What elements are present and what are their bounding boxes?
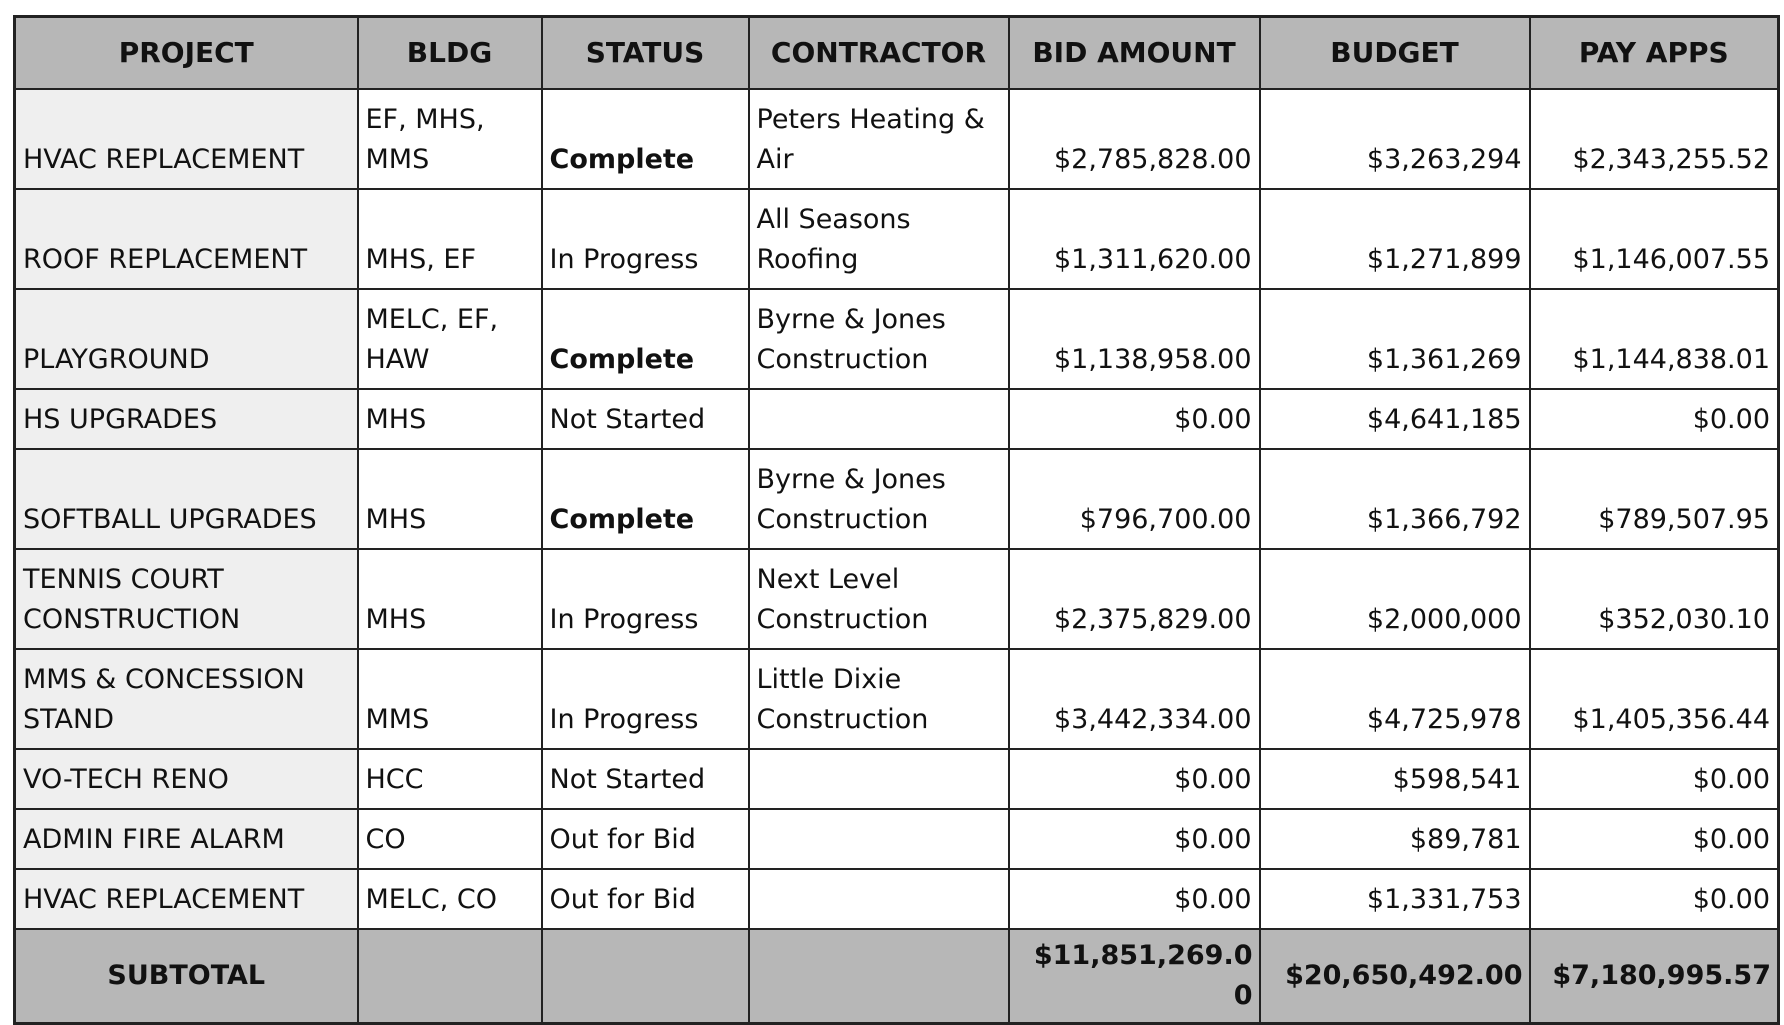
subtotal-row bbox=[15, 929, 1779, 1024]
pay-apps-cell: $0.00 bbox=[1530, 389, 1779, 449]
project-cell: PLAYGROUND bbox=[15, 289, 358, 389]
bldg-cell: MELC, CO bbox=[358, 869, 542, 929]
pay-apps-cell: $2,343,255.52 bbox=[1530, 89, 1779, 189]
project-cell: VO-TECH RENO bbox=[15, 749, 358, 809]
bldg-cell: CO bbox=[358, 809, 542, 869]
contractor-cell: Peters Heating & Air bbox=[749, 89, 1009, 189]
pay-apps-cell: $1,405,356.44 bbox=[1530, 649, 1779, 749]
project-cell: HVAC REPLACEMENT bbox=[15, 869, 358, 929]
subtotal-bid-amount: $11,851,269.00 bbox=[1009, 929, 1260, 1024]
status-cell: In Progress bbox=[542, 189, 749, 289]
table-row bbox=[15, 809, 1779, 869]
project-table-container bbox=[13, 15, 1780, 1025]
budget-cell: $3,263,294 bbox=[1260, 89, 1530, 189]
budget-cell: $89,781 bbox=[1260, 809, 1530, 869]
pay-apps-cell: $0.00 bbox=[1530, 749, 1779, 809]
status-cell: In Progress bbox=[542, 549, 749, 649]
bldg-cell: MHS bbox=[358, 549, 542, 649]
budget-cell: $1,271,899 bbox=[1260, 189, 1530, 289]
contractor-cell: Little Dixie Construction bbox=[749, 649, 1009, 749]
bid-amount-cell: $2,785,828.00 bbox=[1009, 89, 1260, 189]
bldg-cell: MHS, EF bbox=[358, 189, 542, 289]
bid-amount-cell: $2,375,829.00 bbox=[1009, 549, 1260, 649]
table-body bbox=[15, 89, 1779, 929]
budget-cell: $1,361,269 bbox=[1260, 289, 1530, 389]
table-header bbox=[15, 17, 1779, 90]
header-project: PROJECT bbox=[15, 17, 358, 90]
project-cell: HS UPGRADES bbox=[15, 389, 358, 449]
status-cell: In Progress bbox=[542, 649, 749, 749]
header-row bbox=[15, 17, 1779, 90]
contractor-cell: Byrne & Jones Construction bbox=[749, 449, 1009, 549]
subtotal-bldg-empty bbox=[358, 929, 542, 1024]
status-cell: Out for Bid bbox=[542, 809, 749, 869]
contractor-cell bbox=[749, 389, 1009, 449]
table-footer bbox=[15, 929, 1779, 1024]
bldg-cell: MMS bbox=[358, 649, 542, 749]
header-contractor: CONTRACTOR bbox=[749, 17, 1009, 90]
contractor-cell bbox=[749, 749, 1009, 809]
subtotal-pay-apps: $7,180,995.57 bbox=[1530, 929, 1779, 1024]
budget-cell: $1,366,792 bbox=[1260, 449, 1530, 549]
bid-amount-cell: $1,311,620.00 bbox=[1009, 189, 1260, 289]
bldg-cell: MHS bbox=[358, 389, 542, 449]
pay-apps-cell: $352,030.10 bbox=[1530, 549, 1779, 649]
project-cell: MMS & CONCESSION STAND bbox=[15, 649, 358, 749]
project-cell: ADMIN FIRE ALARM bbox=[15, 809, 358, 869]
pay-apps-cell: $1,146,007.55 bbox=[1530, 189, 1779, 289]
header-pay-apps: PAY APPS bbox=[1530, 17, 1779, 90]
table-row bbox=[15, 89, 1779, 189]
table-row bbox=[15, 389, 1779, 449]
project-cell: ROOF REPLACEMENT bbox=[15, 189, 358, 289]
table-row bbox=[15, 449, 1779, 549]
project-status-table bbox=[13, 15, 1780, 1025]
project-cell: HVAC REPLACEMENT bbox=[15, 89, 358, 189]
bldg-cell: MHS bbox=[358, 449, 542, 549]
header-budget: BUDGET bbox=[1260, 17, 1530, 90]
contractor-cell: Byrne & Jones Construction bbox=[749, 289, 1009, 389]
subtotal-contractor-empty bbox=[749, 929, 1009, 1024]
contractor-cell: Next Level Construction bbox=[749, 549, 1009, 649]
table-row bbox=[15, 869, 1779, 929]
contractor-cell bbox=[749, 869, 1009, 929]
pay-apps-cell: $1,144,838.01 bbox=[1530, 289, 1779, 389]
budget-cell: $1,331,753 bbox=[1260, 869, 1530, 929]
status-cell: Complete bbox=[542, 89, 749, 189]
table-row bbox=[15, 189, 1779, 289]
budget-cell: $4,641,185 bbox=[1260, 389, 1530, 449]
bid-amount-cell: $796,700.00 bbox=[1009, 449, 1260, 549]
status-cell: Complete bbox=[542, 289, 749, 389]
status-cell: Not Started bbox=[542, 389, 749, 449]
table-row bbox=[15, 649, 1779, 749]
header-status: STATUS bbox=[542, 17, 749, 90]
status-cell: Not Started bbox=[542, 749, 749, 809]
bldg-cell: EF, MHS, MMS bbox=[358, 89, 542, 189]
table-row bbox=[15, 749, 1779, 809]
budget-cell: $4,725,978 bbox=[1260, 649, 1530, 749]
subtotal-budget: $20,650,492.00 bbox=[1260, 929, 1530, 1024]
budget-cell: $598,541 bbox=[1260, 749, 1530, 809]
contractor-cell: All Seasons Roofing bbox=[749, 189, 1009, 289]
bid-amount-cell: $0.00 bbox=[1009, 869, 1260, 929]
header-bldg: BLDG bbox=[358, 17, 542, 90]
status-cell: Out for Bid bbox=[542, 869, 749, 929]
bid-amount-cell: $0.00 bbox=[1009, 389, 1260, 449]
subtotal-label: SUBTOTAL bbox=[15, 929, 358, 1024]
budget-cell: $2,000,000 bbox=[1260, 549, 1530, 649]
pay-apps-cell: $0.00 bbox=[1530, 869, 1779, 929]
pay-apps-cell: $789,507.95 bbox=[1530, 449, 1779, 549]
bldg-cell: HCC bbox=[358, 749, 542, 809]
subtotal-status-empty bbox=[542, 929, 749, 1024]
bid-amount-cell: $0.00 bbox=[1009, 809, 1260, 869]
project-cell: SOFTBALL UPGRADES bbox=[15, 449, 358, 549]
header-bid-amount: BID AMOUNT bbox=[1009, 17, 1260, 90]
bid-amount-cell: $1,138,958.00 bbox=[1009, 289, 1260, 389]
bldg-cell: MELC, EF, HAW bbox=[358, 289, 542, 389]
table-row bbox=[15, 289, 1779, 389]
pay-apps-cell: $0.00 bbox=[1530, 809, 1779, 869]
table-row bbox=[15, 549, 1779, 649]
project-cell: TENNIS COURT CONSTRUCTION bbox=[15, 549, 358, 649]
bid-amount-cell: $3,442,334.00 bbox=[1009, 649, 1260, 749]
status-cell: Complete bbox=[542, 449, 749, 549]
bid-amount-cell: $0.00 bbox=[1009, 749, 1260, 809]
contractor-cell bbox=[749, 809, 1009, 869]
